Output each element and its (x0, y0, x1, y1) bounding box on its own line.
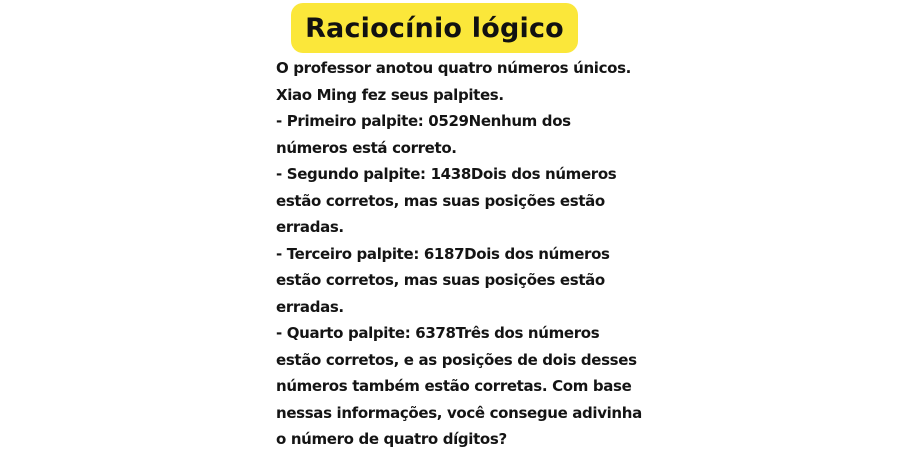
text-line: números também estão corretas. Com base (276, 377, 632, 395)
text-line: O professor anotou quatro números únicos. (276, 59, 631, 77)
text-line: - Quarto palpite: 6378Três dos números (276, 324, 600, 342)
text-line: estão corretos, mas suas posições estão (276, 191, 605, 210)
puzzle-text (276, 55, 642, 453)
text-line: - Terceiro palpite: 6187Dois dos números (276, 244, 610, 263)
text-line: erradas. (276, 218, 344, 236)
text-line: - Segundo palpite: 1438Dois dos números (276, 165, 617, 183)
text-line: Xiao Ming fez seus palpites. (276, 85, 504, 104)
title-banner (291, 3, 578, 53)
text-line: estão corretos, mas suas posições estão (276, 271, 605, 289)
text-line: nessas informações, você consegue adivinha (276, 403, 642, 422)
text-line: números está correto. (276, 138, 457, 157)
text-line: estão corretos, e as posições de dois desses (276, 350, 637, 369)
page-title: Raciocínio lógico (305, 12, 564, 44)
text-line: - Primeiro palpite: 0529Nenhum dos (276, 112, 571, 130)
text-line: erradas. (276, 297, 344, 316)
text-line: o número de quatro dígitos? (276, 430, 507, 448)
